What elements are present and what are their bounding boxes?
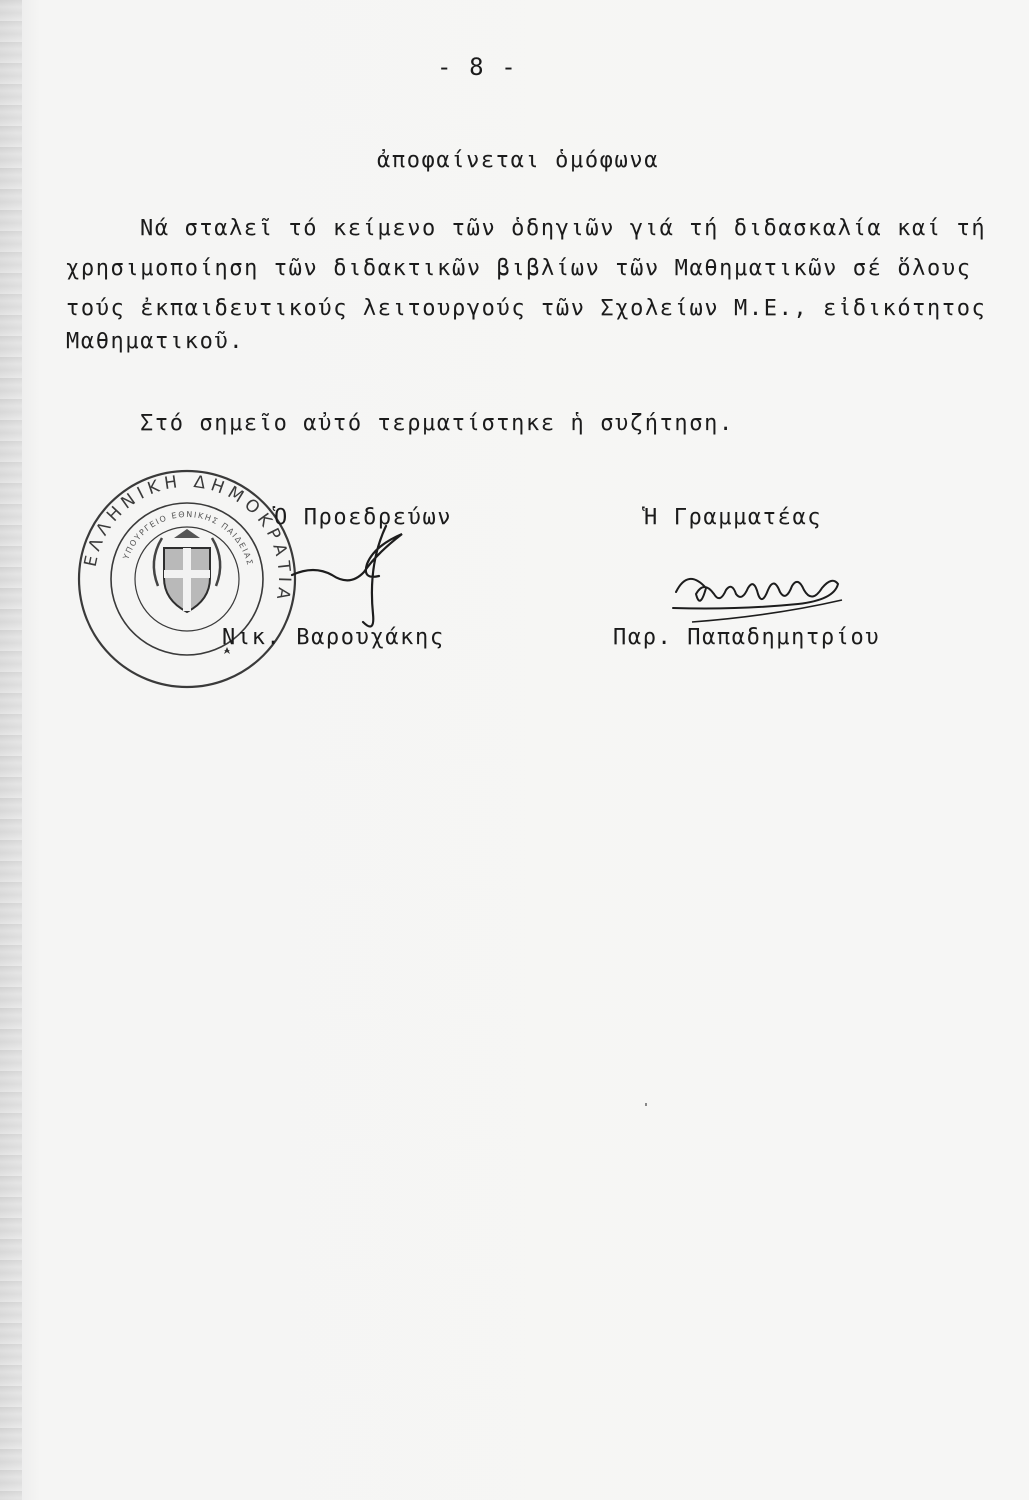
secretary-name: Παρ. Παπαδημητρίου — [613, 625, 881, 650]
paragraph-line: χρησιμοποίηση τῶν διδακτικῶν βιβλίων τῶν Μαθηματικῶν σέ ὅλους — [66, 256, 972, 281]
paper-speck — [645, 1103, 647, 1106]
page-number: - 8 - — [437, 53, 518, 81]
paragraph-line: Νά σταλεῖ τό κείμενο τῶν ὁδηγιῶν γιά τή διδασκαλία καί τή — [140, 216, 987, 241]
paragraph-line: Μαθηματικοῦ. — [66, 329, 245, 354]
chair-name: Νικ. Βαρουχάκης — [222, 625, 445, 650]
chair-title: Ὁ Προεδρεύων — [274, 505, 453, 530]
closing-line: Στό σημεῖο αὐτό τερματίστηκε ἡ συζήτηση. — [140, 411, 734, 436]
chair-signature — [290, 520, 440, 640]
secretary-signature — [672, 566, 857, 626]
binding-edge — [0, 0, 22, 1500]
secretary-title: Ἡ Γραμματέας — [644, 505, 823, 530]
seal-outer-text: ΕΛΛΗΝΙΚΗ ΔΗΜΟΚΡΑΤΙΑ — [80, 471, 295, 606]
decision-heading: ἀποφαίνεται ὁμόφωνα — [377, 148, 660, 173]
seal-inner-text: ΥΠΟΥΡΓΕΙΟ ΕΘΝΙΚΗΣ ΠΑΙΔΕΙΑΣ — [121, 509, 255, 568]
coat-of-arms-icon — [154, 529, 220, 612]
official-seal — [74, 466, 300, 692]
paragraph-line: τούς ἐκπαιδευτικούς λειτουργούς τῶν Σχολείων Μ.Ε., εἰδικότητος — [66, 296, 987, 321]
